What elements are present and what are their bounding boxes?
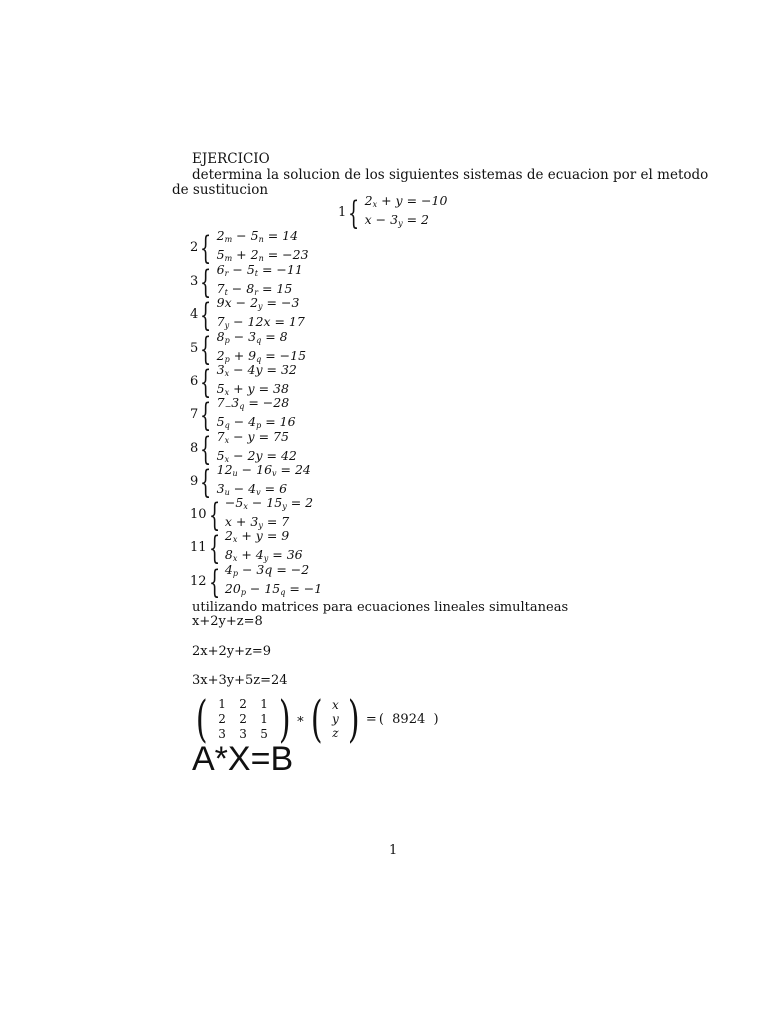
equation: $12_u - 16_v = 24$	[216, 462, 311, 478]
system-2	[190, 229, 309, 266]
left-brace: {	[200, 228, 212, 267]
system-number: 12	[190, 574, 207, 589]
equation: $5_x - 2y = 42$	[216, 447, 297, 464]
system-equations	[225, 563, 322, 600]
system-4	[190, 296, 305, 333]
system-number: 5	[190, 341, 199, 356]
matrix-cell: 2	[239, 712, 247, 726]
left-brace: {	[200, 295, 212, 334]
matrix-cell: 5	[260, 727, 268, 741]
matrix-cell: 1	[218, 697, 226, 711]
equals-operator: =	[365, 711, 377, 727]
linear-equation-2: 2x+2y+z=9	[192, 644, 272, 659]
equation: $4_p - 3q = -2$	[224, 562, 310, 578]
equation: $2_x + y = 9$	[224, 528, 290, 544]
left-paren-A: (	[195, 690, 208, 748]
instruction-line-1: determina la solucion de los siguientes sistemas de ecuacion por el metodo	[192, 167, 709, 183]
system-number: 6	[190, 374, 199, 389]
system-number: 9	[190, 474, 199, 489]
matrix-equation	[192, 690, 439, 748]
equation: $7_-3_q = -28$	[216, 395, 290, 411]
system-equations	[365, 194, 448, 231]
system-number: 2	[190, 240, 199, 255]
system-number: 4	[190, 307, 199, 322]
equation: $3_x - 4y = 32$	[216, 362, 297, 378]
vector-cell: x	[332, 698, 339, 712]
equation: $2_m - 5_n = 14$	[216, 228, 299, 244]
left-brace: {	[200, 362, 212, 401]
linear-equation-1: x+2y+z=8	[192, 614, 263, 629]
equation: $-5_x - 15_y = 2$	[224, 495, 314, 511]
instruction-line-2: de sustitucion	[172, 182, 269, 198]
matrix-cell: 2	[239, 697, 247, 711]
vector-cell: z	[332, 726, 339, 740]
system-12	[190, 563, 322, 600]
constant-vector: 8924	[392, 711, 426, 727]
matrices-intro: utilizando matrices para ecuaciones lineales simultaneas	[192, 600, 569, 615]
right-paren-B: )	[425, 711, 439, 727]
equation: $7_y - 12x = 17$	[216, 313, 305, 330]
equation: $6_r - 5_t = -11$	[216, 262, 303, 278]
equation: $2_x + y = -10$	[364, 193, 448, 209]
matrix-cell: 1	[260, 712, 268, 726]
left-brace: {	[200, 429, 212, 468]
left-brace: {	[208, 562, 220, 601]
equation: $7_t - 8_r = 15$	[216, 280, 293, 297]
equation: $8_x + 4_y = 36$	[224, 546, 303, 563]
system-number: 7	[190, 407, 199, 422]
system-7	[190, 396, 296, 433]
left-brace: {	[200, 262, 212, 301]
system-1	[338, 194, 447, 231]
system-equations	[225, 529, 303, 566]
variable-vector	[326, 698, 344, 740]
coefficient-matrix	[212, 697, 275, 741]
left-brace: {	[348, 193, 360, 232]
system-equations	[217, 296, 305, 333]
left-brace: {	[200, 462, 212, 501]
right-paren-A: )	[278, 690, 291, 748]
times-operator: ∗	[296, 711, 305, 727]
equation: $5_x + y = 38$	[216, 380, 289, 397]
equation: $9x - 2_y = -3$	[216, 295, 300, 311]
equation: $x - 3_y = 2$	[364, 211, 429, 228]
left-paren-B: (	[378, 711, 393, 727]
equation: $5_q - 4_p = 16$	[216, 413, 296, 430]
system-number: 1	[338, 205, 347, 220]
system-number: 3	[190, 274, 199, 289]
matrix-cell: 3	[218, 727, 226, 741]
system-11	[190, 529, 303, 566]
exercise-title: EJERCICIO	[192, 151, 270, 167]
equation: $20_p - 15_q = -1$	[224, 580, 323, 597]
matrix-cell: 1	[260, 697, 268, 711]
system-number: 10	[190, 507, 207, 522]
left-brace: {	[208, 528, 220, 567]
linear-equation-3: 3x+3y+5z=24	[192, 673, 288, 688]
matrix-cell: 2	[218, 712, 226, 726]
system-equations	[217, 229, 309, 266]
equation: $2_p + 9_q = -15$	[216, 347, 307, 364]
system-number: 8	[190, 441, 199, 456]
system-number: 11	[190, 540, 207, 555]
equation: $3_u - 4_v = 6$	[216, 480, 288, 497]
equation: $8_p - 3_q = 8$	[216, 329, 288, 345]
equation: $7_x - y = 75$	[216, 429, 289, 445]
vector-cell: y	[332, 712, 339, 726]
left-paren-X: (	[310, 690, 323, 748]
left-brace: {	[200, 329, 212, 368]
page-number: 1	[389, 843, 398, 858]
left-brace: {	[200, 395, 212, 434]
matrix-cell: 3	[239, 727, 247, 741]
equation: $5_m + 2_n = -23$	[216, 246, 309, 263]
right-paren-X: )	[348, 690, 361, 748]
matrix-formula: A*X=B	[192, 740, 294, 778]
left-brace: {	[208, 495, 220, 534]
equation: $x + 3_y = 7$	[224, 513, 290, 530]
system-equations	[217, 396, 296, 433]
